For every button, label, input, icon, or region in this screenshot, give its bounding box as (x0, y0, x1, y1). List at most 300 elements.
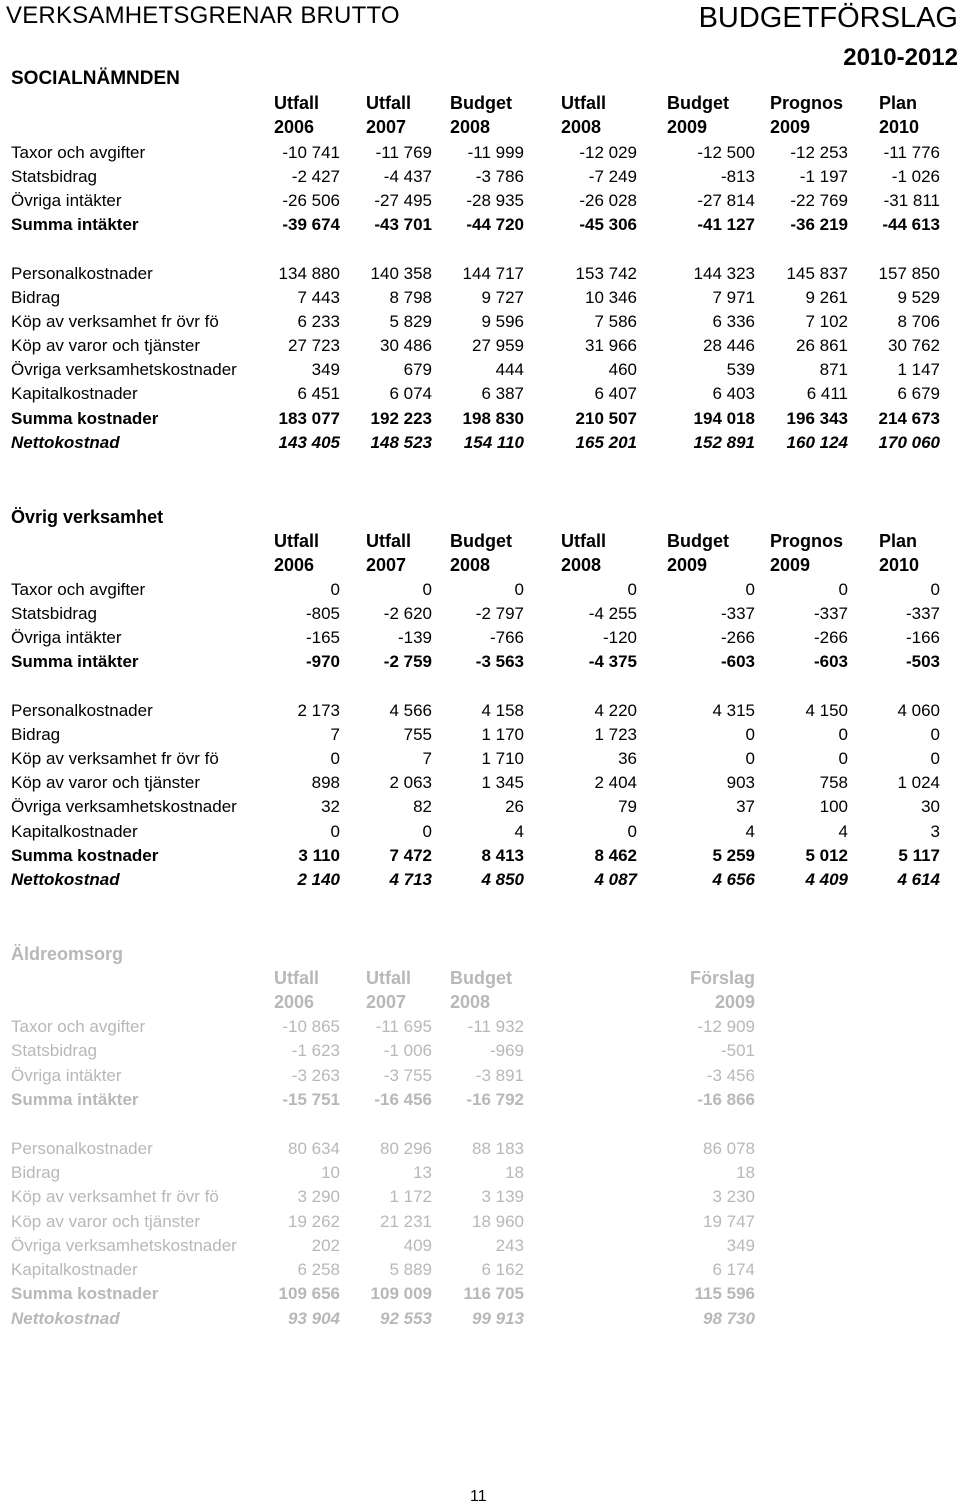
cell-value: 21 231 (380, 1212, 432, 1231)
cell-value: -45 306 (579, 215, 637, 234)
cell-value: 8 798 (389, 288, 432, 307)
cell-value: -16 456 (374, 1090, 432, 1109)
cell-value: -2 620 (383, 604, 432, 623)
cell-value: 116 705 (463, 1284, 524, 1303)
column-header: Utfall (561, 531, 606, 551)
cell-value: 6 403 (712, 384, 755, 403)
cell-value: -36 219 (790, 215, 848, 234)
table-row (0, 846, 960, 870)
cell-value: 10 (321, 1163, 340, 1182)
cell-value: -603 (813, 652, 848, 671)
cell-value: 30 762 (888, 336, 940, 355)
cell-value: 4 (514, 822, 524, 841)
cell-value: 109 656 (278, 1284, 340, 1303)
cell-value: 8 413 (481, 846, 524, 865)
cell-value: -31 811 (883, 191, 940, 210)
cell-value: 3 290 (297, 1187, 340, 1206)
table-row (0, 1212, 960, 1236)
cell-value: 5 889 (389, 1260, 432, 1279)
cell-value: 148 523 (370, 433, 432, 452)
cell-value: 898 (311, 773, 340, 792)
row-label: Bidrag (11, 1163, 61, 1182)
cell-value: -39 674 (282, 215, 340, 234)
table-row (0, 215, 960, 239)
row-label: Kapitalkostnader (11, 1260, 138, 1279)
table-row (0, 1163, 960, 1187)
cell-value: 9 596 (481, 312, 524, 331)
cell-value: -1 623 (291, 1041, 340, 1060)
cell-value: 0 (745, 749, 755, 768)
cell-value: 134 880 (278, 264, 340, 283)
cell-value: 196 343 (786, 409, 848, 428)
cell-value: 36 (618, 749, 637, 768)
row-label: Taxor och avgifter (11, 143, 146, 162)
cell-value: -2 797 (475, 604, 524, 623)
cell-value: -44 613 (882, 215, 940, 234)
cell-value: 6 336 (712, 312, 755, 331)
table-row (0, 652, 960, 676)
table-row (0, 822, 960, 846)
row-label: Nettokostnad (11, 1309, 120, 1328)
cell-value: -166 (905, 628, 940, 647)
row-label: Personalkostnader (11, 1139, 153, 1158)
cell-value: 140 358 (370, 264, 432, 283)
cell-value: 0 (745, 725, 755, 744)
row-label: Summa kostnader (11, 846, 159, 865)
table-row (0, 360, 960, 384)
row-label: Bidrag (11, 288, 61, 307)
table-row (0, 1236, 960, 1260)
cell-value: 0 (745, 580, 755, 599)
cell-value: 4 087 (594, 870, 637, 889)
column-header: Plan (879, 531, 918, 551)
column-header: 2007 (366, 992, 407, 1012)
cell-value: 80 296 (380, 1139, 432, 1158)
cell-value: 7 971 (712, 288, 755, 307)
column-header: Budget (667, 531, 729, 551)
cell-value: -165 (305, 628, 340, 647)
cell-value: -1 006 (383, 1041, 432, 1060)
cell-value: 30 486 (380, 336, 432, 355)
column-header: Budget (667, 93, 729, 113)
column-header: 2006 (274, 992, 315, 1012)
cell-value: 5 012 (805, 846, 848, 865)
column-header: Budget (450, 93, 512, 113)
row-label: Köp av varor och tjänster (11, 336, 200, 355)
cell-value: -11 776 (883, 143, 940, 162)
table-row (0, 604, 960, 628)
cell-value: 109 009 (370, 1284, 432, 1303)
cell-value: 4 (745, 822, 755, 841)
cell-value: 7 586 (594, 312, 637, 331)
column-header: 2009 (714, 992, 755, 1012)
cell-value: -503 (905, 652, 940, 671)
cell-value: -12 253 (790, 143, 848, 162)
cell-value: 7 102 (805, 312, 848, 331)
cell-value: -4 375 (588, 652, 637, 671)
cell-value: 37 (736, 797, 755, 816)
cell-value: 7 472 (389, 846, 432, 865)
cell-value: -266 (720, 628, 755, 647)
section-title: Äldreomsorg (11, 944, 124, 964)
table-row (0, 288, 960, 312)
cell-value: 4 566 (389, 701, 432, 720)
table-row (0, 143, 960, 167)
table-row (0, 749, 960, 773)
cell-value: 32 (321, 797, 340, 816)
cell-value: 1 024 (897, 773, 940, 792)
cell-value: 6 258 (297, 1260, 340, 1279)
cell-value: 4 614 (897, 870, 940, 889)
row-label: Taxor och avgifter (11, 1017, 146, 1036)
cell-value: -120 (602, 628, 637, 647)
cell-value: -501 (720, 1041, 755, 1060)
row-label: Summa intäkter (11, 652, 139, 671)
cell-value: -266 (813, 628, 848, 647)
cell-value: 1 710 (481, 749, 524, 768)
column-header: 2006 (274, 117, 315, 137)
cell-value: 1 147 (897, 360, 940, 379)
cell-value: 153 742 (575, 264, 637, 283)
cell-value: -12 909 (697, 1017, 755, 1036)
page-number: 11 (470, 1488, 487, 1505)
cell-value: 18 (505, 1163, 524, 1182)
cell-value: 160 124 (786, 433, 848, 452)
cell-value: 4 409 (805, 870, 848, 889)
cell-value: 0 (422, 580, 432, 599)
column-header: 2009 (770, 117, 811, 137)
column-header: 2009 (667, 555, 708, 575)
column-header: 2006 (274, 555, 315, 575)
budget-title: BUDGETFÖRSLAG (698, 2, 958, 34)
cell-value: 4 (838, 822, 848, 841)
cell-value: 9 261 (805, 288, 848, 307)
row-label: Summa kostnader (11, 1284, 159, 1303)
table-row (0, 628, 960, 652)
cell-value: -4 255 (588, 604, 637, 623)
cell-value: 86 078 (703, 1139, 755, 1158)
cell-value: 0 (330, 822, 340, 841)
cell-value: 0 (930, 580, 940, 599)
cell-value: -26 506 (282, 191, 340, 210)
column-header: Prognos (770, 93, 844, 113)
cell-value: -28 935 (466, 191, 524, 210)
cell-value: 154 110 (463, 433, 524, 452)
column-header: Utfall (366, 93, 411, 113)
cell-value: 0 (330, 580, 340, 599)
cell-value: -969 (489, 1041, 524, 1060)
column-header: 2007 (366, 117, 407, 137)
table-row (0, 384, 960, 408)
table-row (0, 1017, 960, 1041)
cell-value: -16 866 (697, 1090, 755, 1109)
cell-value: 194 018 (693, 409, 755, 428)
column-header: Utfall (274, 93, 319, 113)
cell-value: -337 (720, 604, 755, 623)
row-label: Statsbidrag (11, 1041, 97, 1060)
cell-value: 7 443 (297, 288, 340, 307)
cell-value: 539 (726, 360, 755, 379)
column-header: 2009 (667, 117, 708, 137)
cell-value: -27 814 (697, 191, 755, 210)
cell-value: -26 028 (579, 191, 637, 210)
table-row (0, 580, 960, 604)
cell-value: 903 (726, 773, 755, 792)
cell-value: -805 (305, 604, 340, 623)
cell-value: 93 904 (288, 1309, 340, 1328)
table-row (0, 433, 960, 457)
row-label: Nettokostnad (11, 433, 120, 452)
cell-value: -766 (489, 628, 524, 647)
table-row (0, 167, 960, 191)
cell-value: -3 755 (383, 1066, 432, 1085)
column-header: Prognos (770, 531, 844, 551)
cell-value: -43 701 (374, 215, 432, 234)
column-header: 2010 (879, 555, 920, 575)
cell-value: -3 563 (475, 652, 524, 671)
table-row (0, 312, 960, 336)
cell-value: 4 850 (481, 870, 524, 889)
cell-value: 5 829 (389, 312, 432, 331)
column-header: Plan (879, 93, 918, 113)
cell-value: 2 404 (594, 773, 637, 792)
cell-value: 2 173 (297, 701, 340, 720)
column-header: Budget (450, 968, 512, 988)
row-label: Övriga verksamhetskostnader (11, 1236, 237, 1255)
row-label: Personalkostnader (11, 264, 153, 283)
cell-value: 3 139 (481, 1187, 524, 1206)
cell-value: 0 (514, 580, 524, 599)
cell-value: 409 (403, 1236, 432, 1255)
column-header: 2009 (770, 555, 811, 575)
row-label: Statsbidrag (11, 604, 97, 623)
table-row (0, 870, 960, 894)
cell-value: 0 (627, 822, 637, 841)
cell-value: -10 741 (282, 143, 340, 162)
cell-value: 6 174 (712, 1260, 755, 1279)
cell-value: 10 346 (585, 288, 637, 307)
cell-value: -139 (397, 628, 432, 647)
cell-value: 2 063 (389, 773, 432, 792)
column-header: Utfall (274, 968, 319, 988)
cell-value: 152 891 (693, 433, 755, 452)
row-label: Köp av verksamhet fr övr fö (11, 312, 219, 331)
cell-value: -22 769 (790, 191, 848, 210)
column-header: Utfall (366, 531, 411, 551)
cell-value: 198 830 (462, 409, 524, 428)
cell-value: -12 029 (579, 143, 637, 162)
table-row (0, 701, 960, 725)
cell-value: -3 456 (706, 1066, 755, 1085)
row-label: Summa kostnader (11, 409, 159, 428)
cell-value: 460 (608, 360, 637, 379)
row-label: Köp av verksamhet fr övr fö (11, 1187, 219, 1206)
cell-value: 758 (819, 773, 848, 792)
cell-value: -27 495 (374, 191, 432, 210)
cell-value: 214 673 (878, 409, 940, 428)
committee-name: SOCIALNÄMNDEN (11, 68, 180, 89)
cell-value: 26 861 (796, 336, 848, 355)
column-header: 2008 (450, 555, 491, 575)
cell-value: 202 (311, 1236, 340, 1255)
cell-value: 31 966 (585, 336, 637, 355)
row-label: Taxor och avgifter (11, 580, 146, 599)
cell-value: 4 713 (389, 870, 432, 889)
cell-value: 3 110 (298, 846, 340, 865)
cell-value: 18 960 (472, 1212, 524, 1231)
cell-value: 6 679 (897, 384, 940, 403)
cell-value: 165 201 (575, 433, 637, 452)
cell-value: 3 230 (712, 1187, 755, 1206)
row-label: Köp av verksamhet fr övr fö (11, 749, 219, 768)
row-label: Personalkostnader (11, 701, 153, 720)
column-header: 2010 (879, 117, 920, 137)
cell-value: 349 (726, 1236, 755, 1255)
cell-value: 26 (505, 797, 524, 816)
cell-value: 79 (618, 797, 637, 816)
row-label: Övriga intäkter (11, 1066, 122, 1085)
cell-value: -970 (305, 652, 340, 671)
cell-value: 88 183 (472, 1139, 524, 1158)
table-row (0, 191, 960, 215)
table-row (0, 1139, 960, 1163)
cell-value: 144 323 (693, 264, 755, 283)
budget-years: 2010-2012 (843, 44, 958, 71)
cell-value: 98 730 (703, 1309, 755, 1328)
table-row (0, 1260, 960, 1284)
cell-value: -337 (813, 604, 848, 623)
cell-value: 18 (736, 1163, 755, 1182)
cell-value: 92 553 (380, 1309, 432, 1328)
cell-value: 4 656 (712, 870, 755, 889)
cell-value: -2 427 (291, 167, 340, 186)
column-header: 2008 (561, 555, 602, 575)
cell-value: -15 751 (282, 1090, 340, 1109)
cell-value: -3 786 (475, 167, 524, 186)
table-row (0, 773, 960, 797)
cell-value: 7 (422, 749, 432, 768)
cell-value: 4 158 (481, 701, 524, 720)
cell-value: 9 727 (481, 288, 524, 307)
cell-value: -1 026 (891, 167, 940, 186)
cell-value: -41 127 (697, 215, 755, 234)
cell-value: 4 315 (712, 701, 755, 720)
cell-value: 0 (838, 749, 848, 768)
cell-value: -12 500 (697, 143, 755, 162)
table-row (0, 1090, 960, 1114)
column-header: 2008 (450, 992, 491, 1012)
document-title: VERKSAMHETSGRENAR BRUTTO (6, 2, 400, 29)
cell-value: 28 446 (703, 336, 755, 355)
cell-value: 4 220 (594, 701, 637, 720)
table-row (0, 1066, 960, 1090)
cell-value: 0 (838, 725, 848, 744)
cell-value: 0 (930, 725, 940, 744)
cell-value: 0 (930, 749, 940, 768)
cell-value: 755 (403, 725, 432, 744)
cell-value: 143 405 (278, 433, 340, 452)
cell-value: 1 345 (481, 773, 524, 792)
table-row (0, 409, 960, 433)
cell-value: 145 837 (786, 264, 848, 283)
cell-value: 6 411 (806, 384, 848, 403)
cell-value: -44 720 (466, 215, 524, 234)
cell-value: 4 150 (805, 701, 848, 720)
cell-value: 349 (311, 360, 340, 379)
cell-value: 243 (495, 1236, 524, 1255)
cell-value: 80 634 (288, 1139, 340, 1158)
cell-value: 27 723 (288, 336, 340, 355)
cell-value: 19 262 (288, 1212, 340, 1231)
cell-value: -11 695 (375, 1017, 432, 1036)
column-header: Utfall (366, 968, 411, 988)
cell-value: 6 407 (594, 384, 637, 403)
table-row (0, 336, 960, 360)
cell-value: -11 932 (467, 1017, 524, 1036)
cell-value: 0 (422, 822, 432, 841)
cell-value: -603 (720, 652, 755, 671)
cell-value: 4 060 (897, 701, 940, 720)
row-label: Statsbidrag (11, 167, 97, 186)
cell-value: 3 (930, 822, 940, 841)
cell-value: 679 (403, 360, 432, 379)
cell-value: 9 529 (897, 288, 940, 307)
table-row (0, 1309, 960, 1333)
table-row (0, 1284, 960, 1308)
cell-value: -1 197 (799, 167, 848, 186)
row-label: Köp av varor och tjänster (11, 773, 200, 792)
column-header: 2008 (561, 117, 602, 137)
cell-value: 99 913 (472, 1309, 524, 1328)
cell-value: 115 596 (694, 1284, 755, 1303)
cell-value: 0 (330, 749, 340, 768)
cell-value: 170 060 (878, 433, 940, 452)
cell-value: 8 462 (594, 846, 637, 865)
cell-value: 13 (413, 1163, 432, 1182)
row-label: Kapitalkostnader (11, 822, 138, 841)
row-label: Övriga verksamhetskostnader (11, 360, 237, 379)
cell-value: 1 723 (594, 725, 637, 744)
row-label: Övriga intäkter (11, 191, 122, 210)
cell-value: -11 769 (375, 143, 432, 162)
row-label: Summa intäkter (11, 1090, 139, 1109)
cell-value: 444 (495, 360, 524, 379)
cell-value: -337 (905, 604, 940, 623)
cell-value: 7 (330, 725, 340, 744)
cell-value: 2 140 (297, 870, 340, 889)
cell-value: -7 249 (588, 167, 637, 186)
column-header: Utfall (274, 531, 319, 551)
cell-value: 871 (819, 360, 848, 379)
cell-value: -3 263 (291, 1066, 340, 1085)
cell-value: 210 507 (575, 409, 637, 428)
cell-value: 82 (413, 797, 432, 816)
row-label: Bidrag (11, 725, 61, 744)
cell-value: -16 792 (466, 1090, 524, 1109)
column-header: 2008 (450, 117, 491, 137)
row-label: Summa intäkter (11, 215, 139, 234)
cell-value: 6 162 (481, 1260, 524, 1279)
cell-value: 157 850 (878, 264, 940, 283)
cell-value: 30 (921, 797, 940, 816)
column-header: Budget (450, 531, 512, 551)
cell-value: 27 959 (472, 336, 524, 355)
cell-value: 8 706 (897, 312, 940, 331)
cell-value: 100 (819, 797, 848, 816)
section-title: Övrig verksamhet (11, 507, 164, 527)
cell-value: 144 717 (462, 264, 524, 283)
row-label: Övriga verksamhetskostnader (11, 797, 237, 816)
